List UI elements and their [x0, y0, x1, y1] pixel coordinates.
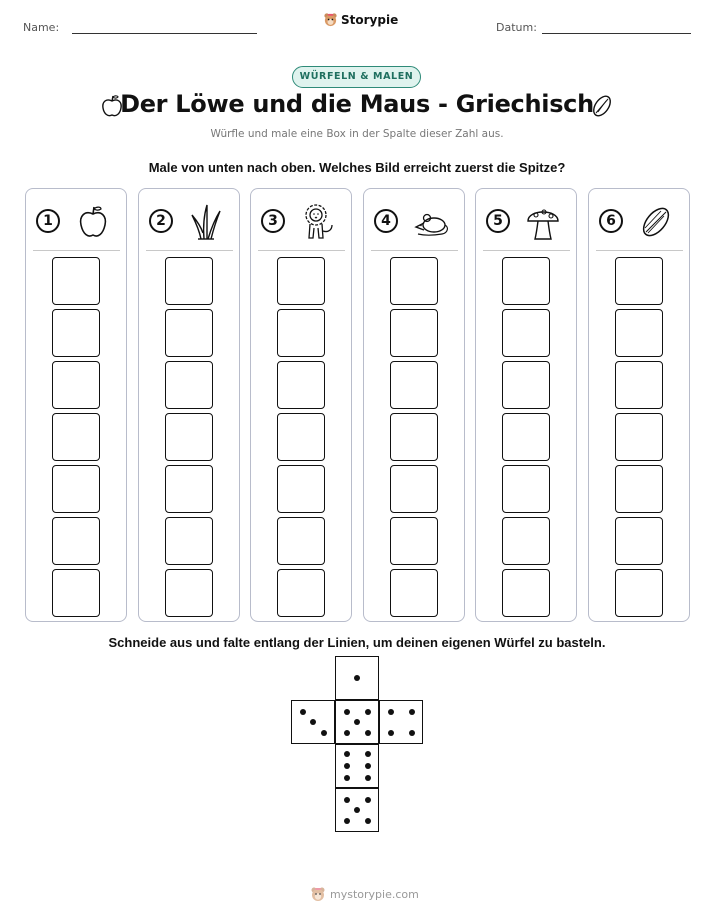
footer-url[interactable]: mystorypie.com — [330, 887, 419, 901]
coloring-box[interactable] — [165, 257, 213, 305]
page-title: Der Löwe und die Maus - Griechisch — [120, 90, 594, 118]
category-badge: WÜRFELN & MALEN — [292, 66, 421, 88]
apple-icon — [74, 203, 112, 241]
pip — [365, 818, 371, 824]
column-number: 6 — [599, 209, 623, 233]
coloring-box[interactable] — [615, 309, 663, 357]
coloring-box[interactable] — [52, 465, 100, 513]
column-number: 3 — [261, 209, 285, 233]
pip — [321, 730, 327, 736]
coloring-box[interactable] — [277, 309, 325, 357]
column-number: 5 — [486, 209, 510, 233]
coloring-box[interactable] — [390, 413, 438, 461]
coloring-box[interactable] — [165, 361, 213, 409]
pip — [344, 797, 350, 803]
pip — [409, 709, 415, 715]
grass-icon — [187, 203, 225, 241]
brand-name: Storypie — [341, 12, 399, 27]
dice-face-5b — [335, 788, 379, 832]
coloring-box[interactable] — [615, 465, 663, 513]
pip — [310, 719, 316, 725]
coloring-box[interactable] — [502, 257, 550, 305]
coloring-box[interactable] — [615, 517, 663, 565]
column-divider — [483, 250, 570, 251]
pip — [365, 751, 371, 757]
coloring-box[interactable] — [502, 465, 550, 513]
coloring-box[interactable] — [277, 361, 325, 409]
pip — [365, 797, 371, 803]
coloring-box[interactable] — [502, 413, 550, 461]
pip — [388, 730, 394, 736]
storypie-mascot-icon — [323, 12, 338, 27]
column-1 — [25, 188, 127, 622]
coloring-box[interactable] — [165, 413, 213, 461]
coloring-box[interactable] — [165, 569, 213, 617]
coloring-box[interactable] — [390, 517, 438, 565]
column-2 — [138, 188, 240, 622]
pip — [365, 775, 371, 781]
dice-face-4 — [379, 700, 423, 744]
coloring-box[interactable] — [52, 517, 100, 565]
column-number: 1 — [36, 209, 60, 233]
coloring-box[interactable] — [615, 257, 663, 305]
coloring-box[interactable] — [277, 465, 325, 513]
column-divider — [258, 250, 345, 251]
mouse-icon — [412, 203, 450, 241]
pip — [344, 709, 350, 715]
coloring-box[interactable] — [277, 413, 325, 461]
coloring-box[interactable] — [165, 465, 213, 513]
column-5 — [475, 188, 577, 622]
coloring-box[interactable] — [52, 569, 100, 617]
pip — [354, 675, 360, 681]
coloring-box[interactable] — [165, 309, 213, 357]
coloring-box[interactable] — [502, 517, 550, 565]
pip — [388, 709, 394, 715]
coloring-box[interactable] — [615, 569, 663, 617]
date-line — [542, 33, 691, 34]
pip — [365, 709, 371, 715]
pip — [354, 719, 360, 725]
date-label: Datum: — [496, 21, 537, 34]
pip — [354, 807, 360, 813]
coloring-box[interactable] — [390, 569, 438, 617]
column-divider — [371, 250, 458, 251]
pip — [344, 730, 350, 736]
coloring-box[interactable] — [277, 257, 325, 305]
coloring-box[interactable] — [615, 361, 663, 409]
coloring-box[interactable] — [390, 309, 438, 357]
column-4 — [363, 188, 465, 622]
coloring-box[interactable] — [390, 361, 438, 409]
coloring-box[interactable] — [52, 413, 100, 461]
pip — [365, 730, 371, 736]
column-6 — [588, 188, 690, 622]
brand-logo — [323, 12, 398, 27]
coloring-box[interactable] — [277, 517, 325, 565]
mushroom-icon — [524, 203, 562, 241]
coloring-box[interactable] — [502, 569, 550, 617]
column-3 — [250, 188, 352, 622]
column-divider — [596, 250, 683, 251]
instruction: Male von unten nach oben. Welches Bild erreicht zuerst die Spitze? — [148, 160, 566, 175]
column-divider — [33, 250, 120, 251]
pip — [300, 709, 306, 715]
seed-icon — [590, 93, 614, 119]
column-number: 2 — [149, 209, 173, 233]
dice-face-3 — [291, 700, 335, 744]
storypie-mascot-icon — [310, 886, 326, 902]
coloring-box[interactable] — [502, 361, 550, 409]
coloring-box[interactable] — [615, 413, 663, 461]
coloring-box[interactable] — [277, 569, 325, 617]
coloring-box[interactable] — [502, 309, 550, 357]
column-divider — [146, 250, 233, 251]
coloring-box[interactable] — [52, 309, 100, 357]
coloring-box[interactable] — [390, 465, 438, 513]
pip — [365, 763, 371, 769]
dice-face-6 — [335, 744, 379, 788]
coloring-box[interactable] — [165, 517, 213, 565]
pip — [409, 730, 415, 736]
seed-icon — [637, 203, 675, 241]
coloring-box[interactable] — [52, 257, 100, 305]
cut-instruction: Schneide aus und falte entlang der Linien, um deinen eigenen Würfel zu basteln. — [108, 635, 606, 650]
dice-face-1 — [335, 656, 379, 700]
name-line — [72, 33, 257, 34]
column-number: 4 — [374, 209, 398, 233]
footer — [310, 886, 419, 902]
coloring-box[interactable] — [390, 257, 438, 305]
name-label: Name: — [23, 21, 60, 34]
dice-face-5 — [335, 700, 379, 744]
pip — [344, 775, 350, 781]
pip — [344, 751, 350, 757]
lion-icon — [299, 203, 337, 241]
coloring-box[interactable] — [52, 361, 100, 409]
pip — [344, 763, 350, 769]
subtitle: Würfle und male eine Box in der Spalte dieser Zahl aus. — [210, 128, 504, 140]
pip — [344, 818, 350, 824]
